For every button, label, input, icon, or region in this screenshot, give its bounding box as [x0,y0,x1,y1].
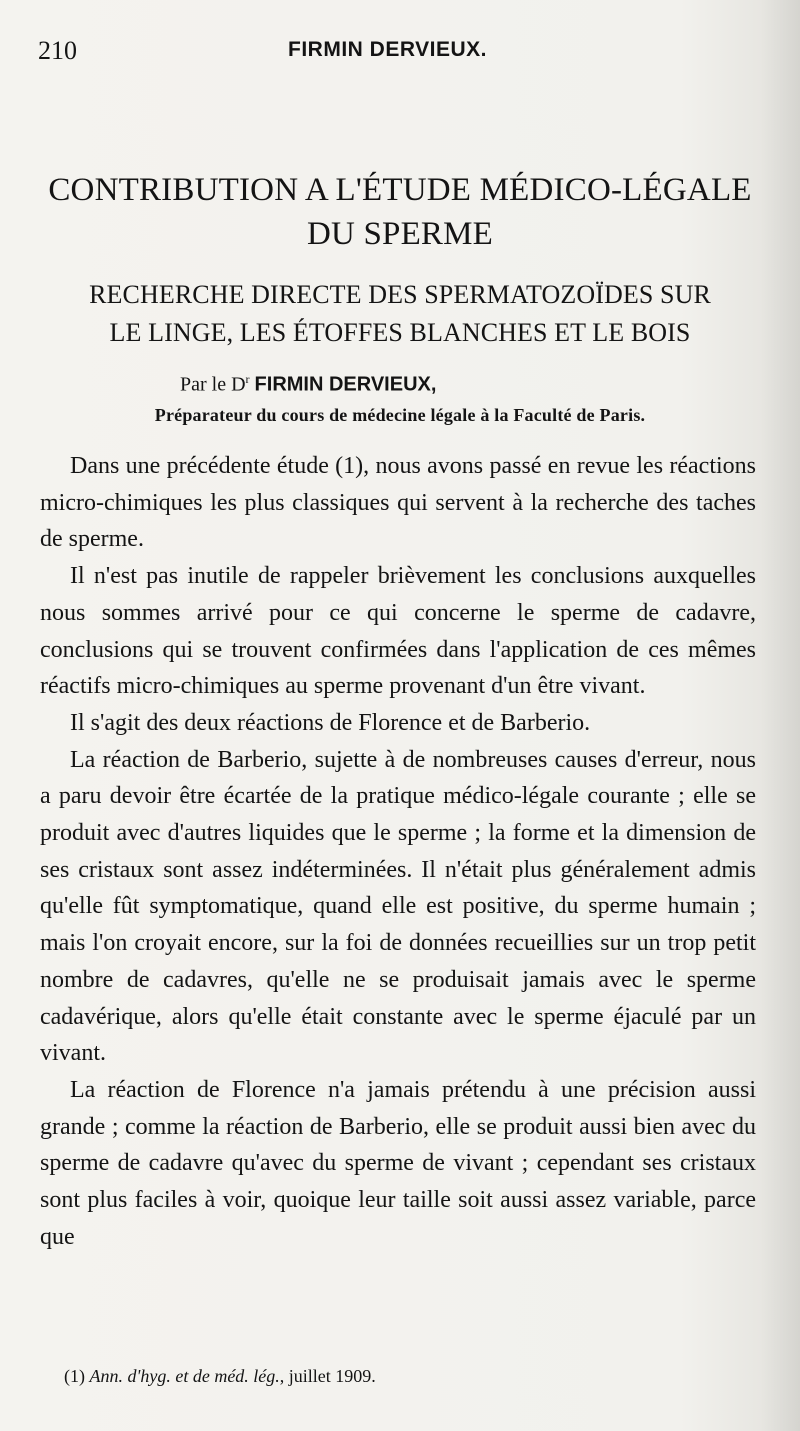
footnote-marker: (1) [64,1366,90,1386]
author-affiliation: Préparateur du cours de médecine légale à la Faculté de Paris. [154,404,646,425]
footnote-date: , juillet 1909. [279,1366,376,1386]
author-prefix: Par le D [180,373,246,396]
footnote-journal: Ann. d'hyg. et de méd. lég. [89,1366,280,1386]
author-name: FIRMIN DERVIEUX, [254,373,437,396]
page-edge-shadow [760,0,800,1431]
running-head [38,30,758,70]
article-body [40,448,756,1255]
body-paragraph-4: La réaction de Barberio, sujette à de nombreuses causes d'erreur, nous a paru devoir être écartée de la pratique médico-légale courante ; elle se produit avec d'autres liquides que le sperme ; la forme et la dimension de ses cristaux sont assez indéterminées. Il n'était plus généralement admis qu'elle fût symptomatique, quand elle est positive, du sperme humain ; mais l'on croyait encore, sur la foi de données recueillies sur un trop petit nombre de cadavres, qu'elle ne se produisait jamais avec le sperme cadavérique, alors qu'elle était constante avec le sperme éjaculé par un vivant. [40,746,756,1067]
page-number: 210 [38,36,77,65]
article-subtitle-line-2: LE LINGE, LES ÉTOFFES BLANCHES ET LE BOIS [109,318,691,347]
byline [0,365,800,429]
article-title [20,168,780,256]
author-title-superscript: r [245,372,250,386]
body-paragraph-2: Il n'est pas inutile de rappeler brièvement les conclusions auxquelles nous sommes arrivé pour ce qui concerne le sperme de cadavre, conclusions qui se trouvent confirmées dans l'application de ces mêmes réactifs micro-chimiques au sperme provenant d'un être vivant. [40,563,756,700]
body-paragraph-1: Dans une précédente étude (1), nous avons passé en revue les réactions micro-chimiques les plus classiques qui servent à la recherche des taches de sperme. [40,453,756,553]
article-subtitle-line-1: RECHERCHE DIRECTE DES SPERMATOZOÏDES SUR [89,280,711,309]
body-paragraph-3: Il s'agit des deux réactions de Florence et de Barberio. [70,709,591,736]
article-title-line-1: CONTRIBUTION A L'ÉTUDE MÉDICO-LÉGALE [48,172,752,208]
article-title-block [20,168,780,352]
article-title-line-2: DU SPERME [306,216,494,252]
footnote [64,1364,376,1388]
body-paragraph-5: La réaction de Florence n'a jamais prétendu à une précision aussi grande ; comme la réaction de Barberio, elle se produit aussi bien avec du sperme de cadavre qu'avec du sperme de vivant ; cependant ses cristaux sont plus faciles à voir, quoique leur taille soit aussi assez variable, parce que [40,1076,756,1250]
article-subtitle [20,276,780,352]
author-line [180,365,800,399]
running-title: FIRMIN DERVIEUX. [288,38,487,61]
